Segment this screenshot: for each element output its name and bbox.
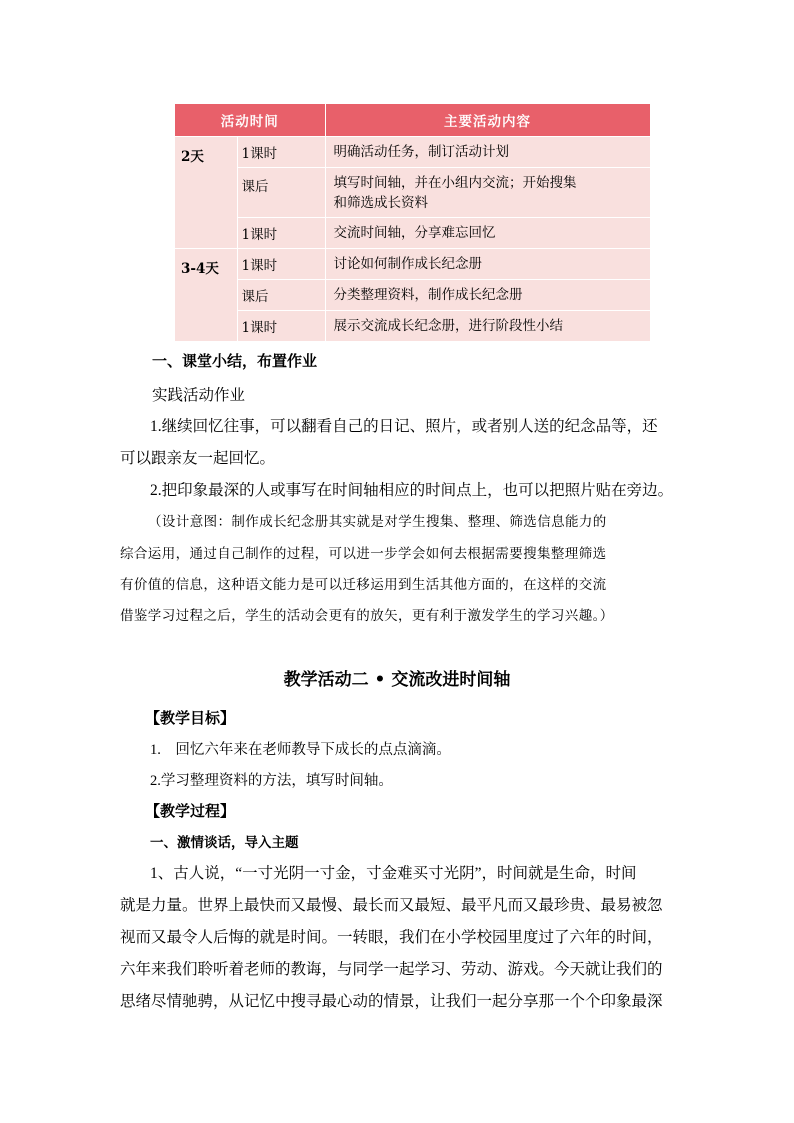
day-cell: 2天 (175, 137, 237, 249)
design-intent-line-4: 借鉴学习过程之后，学生的活动会更有的放矢，更有利于激发学生的学习兴趣。） (120, 608, 614, 624)
goal-1: 1. 回忆六年来在老师教导下成长的点点滴滴。 (150, 742, 451, 758)
design-intent-line-1: （设计意图：制作成长纪念册其实就是对学生搜集、整理、筛选信息能力的 (148, 514, 607, 530)
content-cell (325, 137, 650, 168)
practice-homework-label: 实践活动作业 (152, 387, 246, 404)
content-cell (325, 218, 650, 249)
time-cell: 课后 (237, 168, 325, 218)
table-row (175, 137, 650, 168)
content-cell (325, 280, 650, 311)
content-text: 展示交流成长纪念册，进行阶段性小结 (333, 318, 563, 334)
content-text: 填写时间轴，并在小组内交流；开始搜集和筛选成长资料 (333, 174, 577, 211)
paragraph-line-3: 视而又最令人后悔的就是时间。一转眼，我们在小学校园里度过了六年的时间， (120, 929, 663, 946)
table-row (175, 249, 650, 280)
time-cell: 1课时 (237, 311, 325, 342)
homework-item-2: 2.把印象最深的人或事写在时间轴相应的时间点上，也可以把照片贴在旁边。 (150, 482, 674, 499)
table-row (175, 168, 650, 218)
homework-item-1-line-1: 1.继续回忆往事，可以翻看自己的日记、照片，或者别人送的纪念品等，还 (150, 418, 658, 435)
content-text: 交流时间轴，分享难忘回忆 (333, 225, 496, 241)
design-intent-line-3: 有价值的信息，这种语文能力是可以迁移运用到生活其他方面的，在这样的交流 (120, 577, 607, 593)
time-cell: 课后 (237, 280, 325, 311)
design-intent-line-2: 综合运用，通过自己制作的过程，可以进一步学会如何去根据需要搜集整理筛选 (120, 546, 607, 562)
content-cell (325, 311, 650, 342)
time-cell: 1课时 (237, 218, 325, 249)
content-cell (325, 168, 650, 218)
activity-2-title: 教学活动二 • 交流改进时间轴 (283, 670, 511, 690)
table-row (175, 218, 650, 249)
header-activity-time: 活动时间 (175, 104, 325, 137)
paragraph-line-5: 思绪尽情驰骋，从记忆中搜寻最心动的情景，让我们一起分享那一个个印象最深 (120, 993, 663, 1010)
content-text: 分类整理资料，制作成长纪念册 (333, 287, 523, 303)
paragraph-line-1: 1、古人说，“一寸光阴一寸金，寸金难买寸光阴”，时间就是生命，时间 (150, 865, 637, 882)
day-cell: 3-4天 (175, 249, 237, 342)
step-1-heading: 一、激情谈话，导入主题 (150, 835, 299, 851)
teaching-goals-label: 【教学目标】 (145, 709, 236, 727)
homework-item-1-line-2: 可以跟亲友一起回忆。 (120, 450, 276, 467)
goal-2: 2.学习整理资料的方法，填写时间轴。 (150, 773, 393, 789)
table-row (175, 311, 650, 342)
time-cell: 1课时 (237, 249, 325, 280)
section-heading-summary: 一、课堂小结，布置作业 (152, 352, 318, 370)
paragraph-line-2: 就是力量。世界上最快而又最慢、最长而又最短、最平凡而又最珍贵、最易被忽 (120, 897, 663, 914)
table-header-row (175, 104, 650, 137)
content-cell (325, 249, 650, 280)
content-text: 明确活动任务，制订活动计划 (333, 144, 509, 160)
teaching-process-label: 【教学过程】 (145, 802, 236, 820)
activity-schedule-table (175, 104, 651, 341)
paragraph-line-4: 六年来我们聆听着老师的教诲，与同学一起学习、劳动、游戏。今天就让我们的 (120, 961, 663, 978)
header-main-content: 主要活动内容 (325, 104, 650, 137)
content-text: 讨论如何制作成长纪念册 (333, 256, 482, 272)
table-row (175, 280, 650, 311)
time-cell: 1课时 (237, 137, 325, 168)
